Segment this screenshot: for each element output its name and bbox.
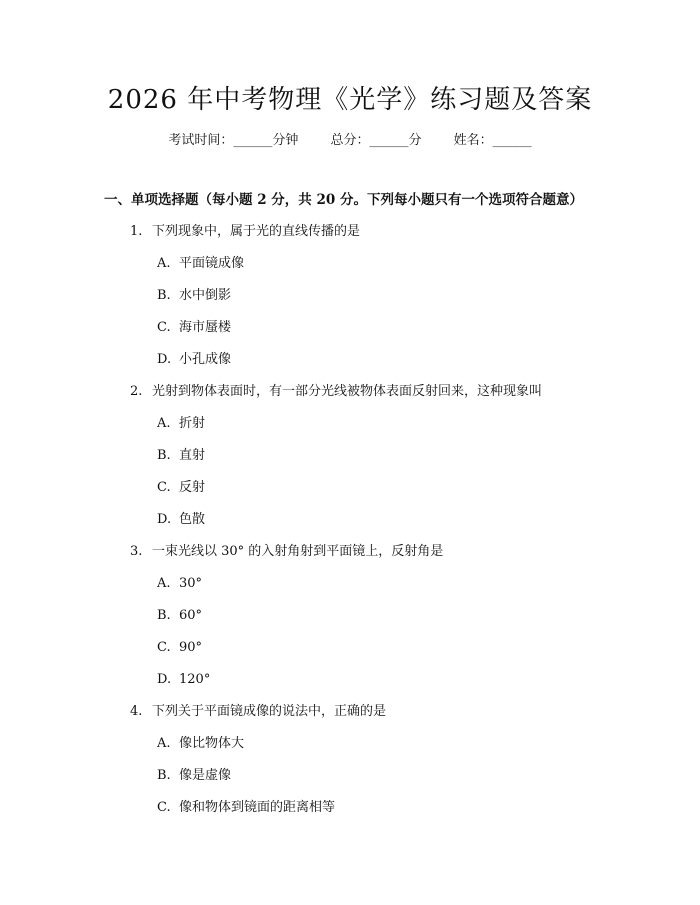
option [157, 574, 202, 594]
option [157, 478, 205, 498]
option-label: D. [157, 512, 172, 527]
option-text: 60° [179, 608, 203, 623]
option [157, 734, 244, 754]
option-text: 水中倒影 [179, 288, 232, 303]
option-label: D. [157, 352, 172, 367]
option-text: 像比物体大 [179, 736, 245, 751]
section-heading: 一、单项选择题（每小题 2 分，共 20 分。下列每小题只有一个选项符合题意） [104, 192, 583, 208]
option-text: 小孔成像 [179, 352, 232, 367]
question [130, 382, 542, 402]
option [157, 638, 202, 658]
total-score-field: 总分：______分 [330, 133, 422, 148]
option-label: A. [157, 256, 171, 271]
option [157, 670, 210, 690]
question [130, 542, 443, 562]
option-label: B. [157, 288, 171, 303]
question [130, 702, 386, 722]
option-text: 90° [179, 640, 203, 655]
option-text: 折射 [179, 416, 206, 431]
option-label: A. [157, 736, 171, 751]
exam-time-field: 考试时间：______分钟 [168, 133, 299, 148]
option-text: 海市蜃楼 [179, 320, 232, 335]
option [157, 318, 231, 338]
option-label: C. [157, 800, 171, 815]
option [157, 414, 205, 434]
option [157, 446, 205, 466]
question-text: 一束光线以 30° 的入射角射到平面镜上，反射角是 [152, 544, 444, 559]
question-number: 4. [130, 704, 143, 719]
option-label: C. [157, 320, 171, 335]
option-text: 30° [179, 576, 203, 591]
option [157, 254, 244, 274]
option-label: D. [157, 672, 172, 687]
option-text: 120° [179, 672, 211, 687]
student-name-field: 姓名：______ [453, 133, 532, 148]
question-number: 1. [130, 224, 143, 239]
option [157, 798, 335, 818]
exam-info [0, 131, 700, 151]
option [157, 510, 205, 530]
question-text: 光射到物体表面时，有一部分光线被物体表面反射回来，这种现象叫 [152, 384, 543, 399]
option-label: C. [157, 480, 171, 495]
option [157, 606, 202, 626]
option-text: 反射 [179, 480, 206, 495]
option-text: 色散 [179, 512, 206, 527]
option [157, 286, 231, 306]
option [157, 766, 231, 786]
option-text: 像是虚像 [179, 768, 232, 783]
question-text: 下列关于平面镜成像的说法中，正确的是 [152, 704, 387, 719]
option-label: C. [157, 640, 171, 655]
option-label: B. [157, 608, 171, 623]
option [157, 350, 231, 370]
option-text: 像和物体到镜面的距离相等 [179, 800, 336, 815]
option-label: B. [157, 448, 171, 463]
question [130, 222, 360, 242]
option-label: A. [157, 576, 171, 591]
page-title: 2026 年中考物理《光学》练习题及答案 [107, 85, 593, 115]
option-label: B. [157, 768, 171, 783]
question-text: 下列现象中，属于光的直线传播的是 [152, 224, 361, 239]
option-text: 平面镜成像 [179, 256, 245, 271]
option-text: 直射 [179, 448, 206, 463]
question-number: 2. [130, 384, 143, 399]
question-number: 3. [130, 544, 143, 559]
option-label: A. [157, 416, 171, 431]
